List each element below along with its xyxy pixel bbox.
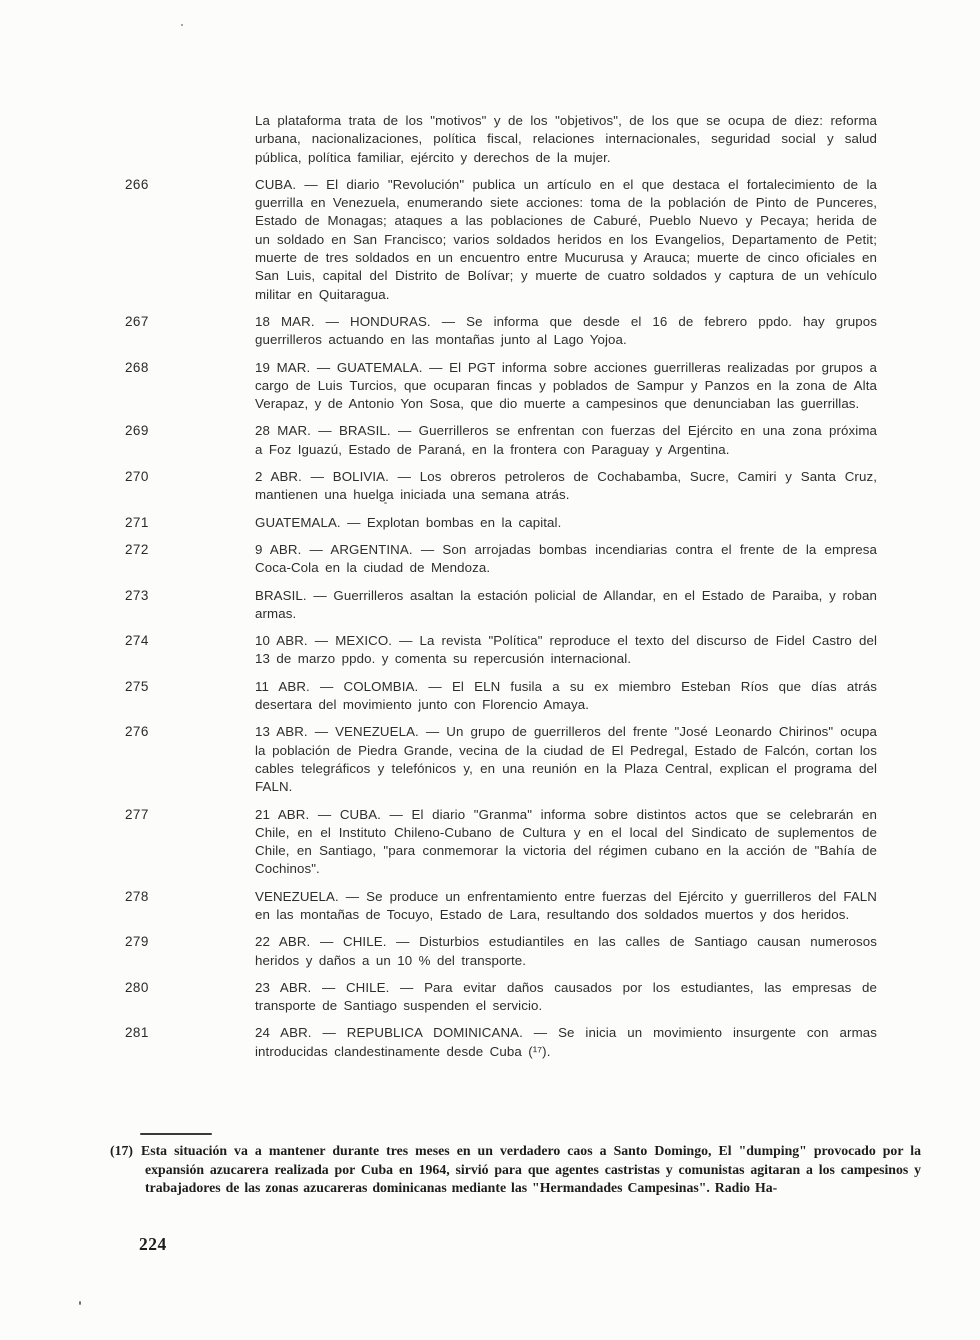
intro-paragraph: La plataforma trata de los "motivos" y de los "objetivos", de los que se ocupa de diez: reforma urbana, nacionalizaciones, política fiscal, relaciones internacionales, seguridad social y salud pública, política familiar, ejército y derechos de la mujer. [255,113,877,165]
entry-row [125,313,877,350]
entry-text: VENEZUELA. — Se produce un enfrentamiento entre fuerzas del Ejército y guerrilleros del FALN en las montañas de Tocuyo, Estado de Lara, resultando dos soldados muertos y dos heridos. [255,888,877,922]
entry-number: 272 [125,541,149,557]
entry-row [125,359,877,414]
entry-row [125,176,877,304]
entry-number: 273 [125,587,149,603]
entry-number: 279 [125,934,149,950]
entry-row [125,678,877,715]
footnote-marker: (17) [110,1143,133,1158]
entry-number: 268 [125,359,149,375]
entry-text: 21 ABR. — CUBA. — El diario "Granma" informa sobre distintos actos que se celebrarán en Chile, en el Instituto Chileno-Cubano de Cultura y en el local del Sindicato de suplementos de Chile, en Santiago, "para conmemorar la victoria del régimen cubano en la acción de "Bahía de Cochinos". [255,806,877,877]
entry-text: 24 ABR. — REPUBLICA DOMINICANA. — Se inicia un movimiento insurgente con armas introducidas clandestinamente desde Cuba (¹⁷). [255,1025,877,1059]
entry-text: 18 MAR. — HONDURAS. — Se informa que desde el 16 de febrero ppdo. hay grupos guerrilleros actuando en las montañas junto al Lago Yojoa. [255,313,877,348]
footnote-text: Esta situación va a mantener durante tres meses en un verdadero caos a Santo Domingo, El "dumping" provocado por la expansión azucarera realizada por Cuba en 1964, sirvió para que agentes castristas y comunistas agitaran a los campesinos y trabajadores de las zonas azucareras dominicanas mediante las "Hermandades Campesinas". Radio Ha- [141,1143,921,1196]
entry-row [125,888,877,925]
intro-row [125,112,877,167]
entry-text: 19 MAR. — GUATEMALA. — El PGT informa sobre acciones guerrilleras realizadas por grupos a cargo de Luis Turcios, que ocuparan fincas y poblados de Sampur y Panzos en la zona de Alta Verapaz, y de Antonio Yon Sosa, que dio muerte a campesinos que denunciaban las guerrillas. [255,359,877,412]
entry-row [125,422,877,459]
entry-row [125,723,877,796]
entry-number: 276 [125,724,149,740]
scan-speck [79,1301,81,1305]
scan-speck [181,24,183,26]
entry-number: 280 [125,979,149,995]
entry-text: 13 ABR. — VENEZUELA. — Un grupo de guerrilleros del frente "José Leonardo Chirinos" ocupa la población de Piedra Grande, vecina de la ciudad de El Pedregal, Estado de Falcón, cortan los cables telegráficos y telefónicos y, en una reunión en la Plaza Central, explican el programa del FALN. [255,724,877,795]
chronology-entries [125,112,877,1070]
entry-row [125,514,877,532]
entry-number: 281 [125,1025,149,1041]
footnote-divider [140,1133,212,1135]
page-number: 224 [139,1234,167,1254]
entry-number: 266 [125,176,149,192]
entry-number: 267 [125,313,149,329]
entry-number: 277 [125,806,149,822]
entry-row [125,632,877,669]
entry-number: 274 [125,633,149,649]
entry-text: CUBA. — El diario "Revolución" publica un artículo en el que destaca el fortalecimiento de la guerrilla en Venezuela, enumerando siete acciones: toma de la población de Pinto de Punceres, Estado de Monagas; ataques a las poblaciones de Caburé, Pueblo Nuevo y Pecaya; herida de un soldado en San Francisco; varios soldados heridos en los Evangelios, Departamento de Petit; muerte de tres soldados en un encuentro entre Mucurusa y Arauca; muerte de cinco oficiales en San Luis, capital del Distrito de Bolívar; y muerte de cuatro soldados y captura de un vehículo militar en Quitaragua. [255,176,877,302]
footnote [110,1142,921,1198]
entry-number: 275 [125,678,149,694]
entry-text: 2 ABR. — BOLIVIA. — Los obreros petroleros de Cochabamba, Sucre, Camiri y Santa Cruz, mantienen una huelga iniciada una semana atrás. [255,469,877,503]
entry-text: 11 ABR. — COLOMBIA. — El ELN fusila a su ex miembro Esteban Ríos que días atrás desertara del movimiento junto con Florencio Amaya. [255,678,877,713]
entry-number: 269 [125,423,149,439]
entry-text: BRASIL. — Guerrilleros asaltan la estación policial de Allandar, en el Estado de Paraiba, y roban armas. [255,587,877,621]
entry-number: 271 [125,514,149,530]
entry-row [125,933,877,970]
entry-number: 270 [125,469,149,485]
entry-row [125,468,877,505]
entry-row [125,979,877,1016]
entry-row [125,806,877,879]
entry-number: 278 [125,888,149,904]
entry-text: 10 ABR. — MEXICO. — La revista "Política" reproduce el texto del discurso de Fidel Castro del 13 de marzo ppdo. y comenta su repercusión internacional. [255,633,877,667]
entry-row [125,1024,877,1061]
entry-text: 22 ABR. — CHILE. — Disturbios estudiantiles en las calles de Santiago causan numerosos heridos y daños a un 10 % del transporte. [255,934,877,968]
entry-row [125,587,877,624]
entry-text: 23 ABR. — CHILE. — Para evitar daños causados por los estudiantes, las empresas de transporte de Santiago suspenden el servicio. [255,979,877,1014]
entry-row [125,541,877,578]
entry-text: 28 MAR. — BRASIL. — Guerrilleros se enfrentan con fuerzas del Ejército en una zona próxima a Foz Iguazú, Estado de Paraná, en la frontera con Paraguay y Argentina. [255,423,877,457]
entry-text: GUATEMALA. — Explotan bombas en la capital. [255,514,562,530]
entry-text: 9 ABR. — ARGENTINA. — Son arrojadas bombas incendiarias contra el frente de la empresa Coca-Cola en la ciudad de Mendoza. [255,541,877,576]
